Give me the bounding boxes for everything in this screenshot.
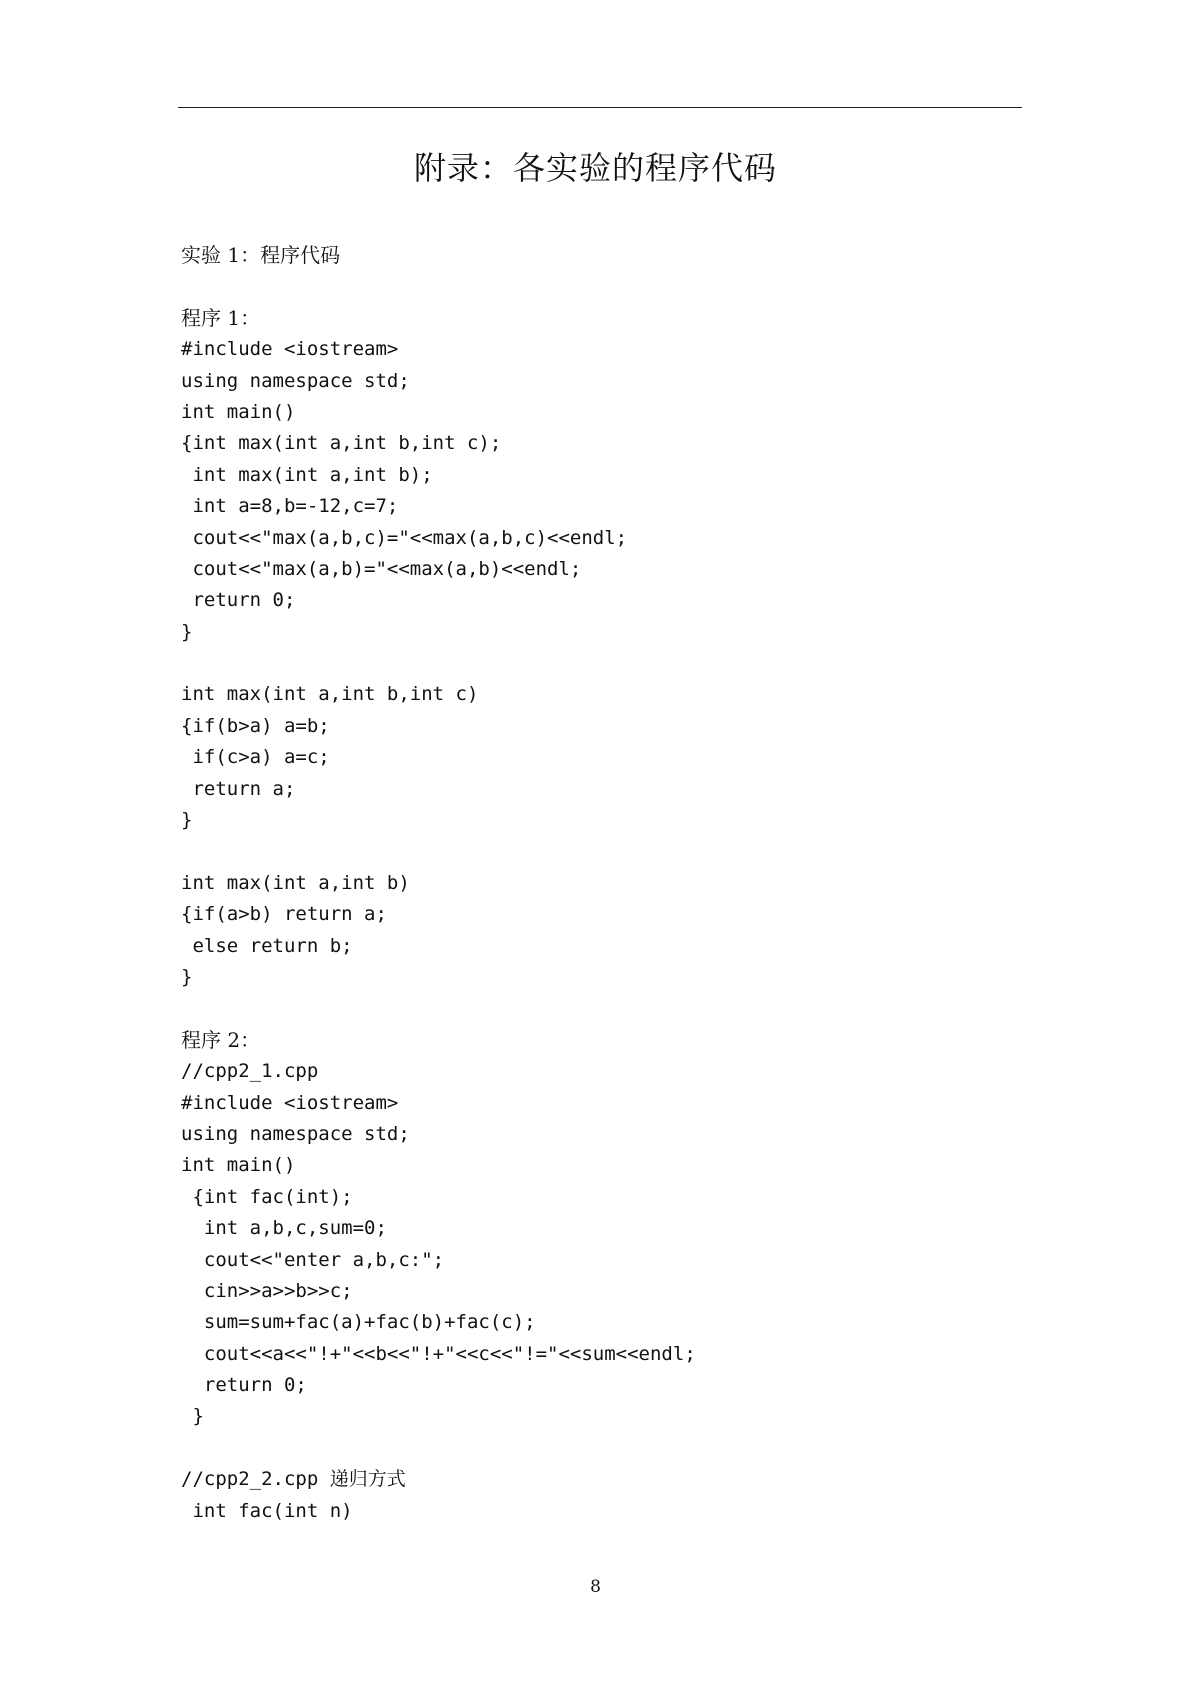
code-line: int max(int a,int b,int c) [181,683,479,706]
code-line: //cpp2_1.cpp [181,1060,319,1083]
blank-line [181,1433,1021,1464]
blank-line [181,648,1021,679]
code-line: return 0; [181,1374,307,1397]
section-heading: 程序 1： [181,305,261,330]
code-line: #include <iostream> [181,1091,399,1114]
code-line: cout<<a<<"!+"<<b<<"!+"<<c<<"!="<<sum<<endl; [181,1342,696,1365]
code-line: cout<<"max(a,b,c)="<<max(a,b,c)<<endl; [181,526,628,549]
code-line: } [181,965,193,988]
page-number: 8 [590,1577,601,1597]
code-line: } [181,809,193,832]
code-line: {if(b>a) a=b; [181,714,330,737]
code-line: using namespace std; [181,1122,410,1145]
code-line: return a; [181,777,296,800]
blank-line [181,271,1021,302]
code-line: int main() [181,1154,296,1177]
code-line: int max(int a,int b) [181,871,410,894]
code-line: if(c>a) a=c; [181,746,330,769]
code-line: int max(int a,int b); [181,463,433,486]
code-line: sum=sum+fac(a)+fac(b)+fac(c); [181,1311,536,1334]
code-listing [181,240,1021,1527]
code-line: int a,b,c,sum=0; [181,1217,387,1240]
code-line: else return b; [181,934,353,957]
code-line: int main() [181,400,296,423]
code-line: cout<<"max(a,b)="<<max(a,b)<<endl; [181,557,582,580]
section-heading: 程序 2： [181,1027,261,1052]
code-line: cout<<"enter a,b,c:"; [181,1248,445,1271]
code-line: int fac(int n) [181,1499,353,1522]
blank-line [181,836,1021,867]
code-line: {int max(int a,int b,int c); [181,432,502,455]
code-line: #include <iostream> [181,338,399,361]
code-line: } [181,1405,204,1428]
header-rule [178,107,1022,108]
code-line: return 0; [181,589,296,612]
code-line: //cpp2_2.cpp 递归方式 [181,1468,406,1491]
code-line: using namespace std; [181,369,410,392]
code-line: } [181,620,193,643]
page-title: 附录：各实验的程序代码 [413,149,777,187]
section-heading: 实验 1：程序代码 [181,243,341,267]
code-line: cin>>a>>b>>c; [181,1279,353,1302]
code-line: {int fac(int); [181,1185,353,1208]
blank-line [181,993,1021,1024]
code-line: {if(a>b) return a; [181,903,387,926]
code-line: int a=8,b=-12,c=7; [181,495,399,518]
